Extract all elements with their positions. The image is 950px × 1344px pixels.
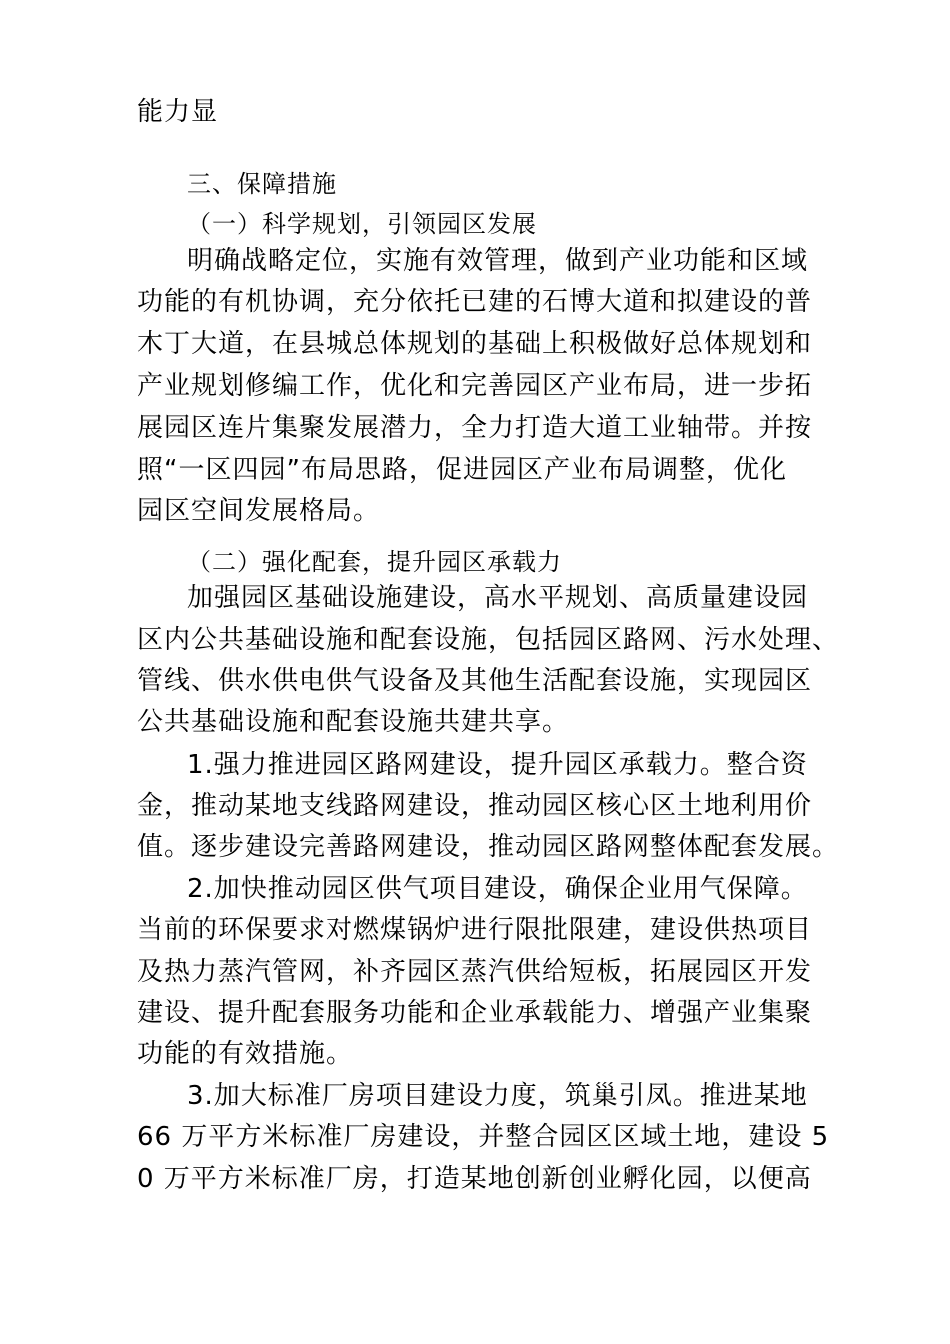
paragraph-line: 66 万平方米标准厂房建设，并整合园区区域土地，建设 5	[137, 1122, 830, 1152]
paragraph-line: 明确战略定位，实施有效管理，做到产业功能和区域	[187, 246, 809, 276]
paragraph-line: 金，推动某地支线路网建设，推动园区核心区土地利用价	[137, 791, 813, 821]
paragraph-line: 管线、供水供电供气设备及其他生活配套设施，实现园区	[137, 666, 813, 696]
paragraph-line: 产业规划修编工作，优化和完善园区产业布局，进一步拓	[137, 371, 813, 401]
paragraph-line: 0 万平方米标准厂房，打造某地创新创业孵化园，以便高	[137, 1164, 812, 1194]
paragraph-line: 展园区连片集聚发展潜力，全力打造大道工业轴带。并按	[137, 413, 813, 443]
paragraph-line: 2.加快推动园区供气项目建设，确保企业用气保障。	[187, 874, 808, 904]
paragraph-line: 当前的环保要求对燃煤锅炉进行限批限建，建设供热项目	[137, 915, 813, 945]
fragment-text: 能力显	[137, 97, 219, 127]
paragraph-line: 区内公共基础设施和配套设施，包括园区路网、污水处理、	[137, 625, 840, 655]
paragraph-line: 加强园区基础设施建设，高水平规划、高质量建设园	[187, 583, 809, 613]
paragraph-line: 园区空间发展格局。	[137, 496, 381, 526]
section-heading: 三、保障措施	[187, 170, 337, 198]
paragraph-line: 功能的有效措施。	[137, 1039, 354, 1069]
paragraph-line: 木丁大道，在县城总体规划的基础上积极做好总体规划和	[137, 329, 813, 359]
subsection-heading-2: （二）强化配套，提升园区承载力	[187, 548, 562, 576]
paragraph-line: 3.加大标准厂房项目建设力度，筑巢引凤。推进某地	[187, 1081, 808, 1111]
paragraph-line: 值。逐步建设完善路网建设，推动园区路网整体配套发展。	[137, 832, 840, 862]
paragraph-line: 公共基础设施和配套设施共建共享。	[137, 707, 570, 737]
paragraph-line: 建设、提升配套服务功能和企业承载能力、增强产业集聚	[137, 998, 813, 1028]
subsection-heading-1: （一）科学规划，引领园区发展	[187, 210, 537, 238]
paragraph-line: 1.强力推进园区路网建设，提升园区承载力。整合资	[187, 750, 808, 780]
paragraph-line: 及热力蒸汽管网，补齐园区蒸汽供给短板，拓展园区开发	[137, 957, 813, 987]
paragraph-line: 照“一区四园”布局思路，促进园区产业布局调整，优化	[137, 455, 787, 485]
paragraph-line: 功能的有机协调，充分依托已建的石博大道和拟建设的普	[137, 287, 813, 317]
